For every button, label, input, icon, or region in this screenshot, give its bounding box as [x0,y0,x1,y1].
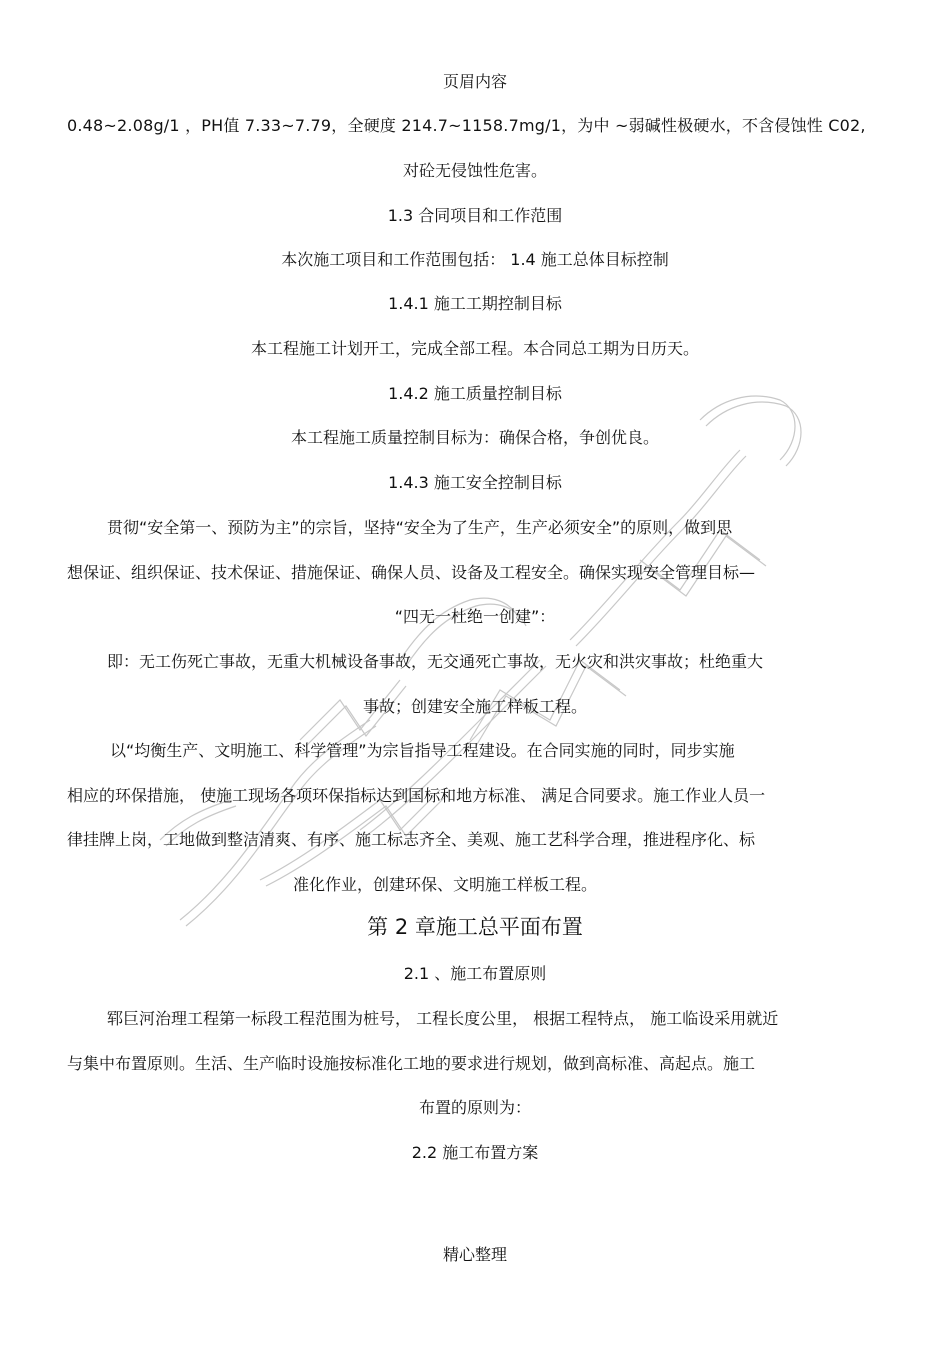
paragraph-line: 相应的环保措施， 使施工现场各项环保指标达到国标和地方标准、 满足合同要求。施工作业人员一 [67,786,766,805]
paragraph-line: 想保证、组织保证、技术保证、措施保证、确保人员、设备及工程安全。确保实现安全管理目标— [67,563,756,582]
paragraph-line: 本次施工项目和工作范围包括： 1.4 施工总体目标控制 [281,250,669,269]
paragraph-line: 贯彻“安全第一、预防为主”的宗旨，坚持“安全为了生产，生产必须安全”的原则，做到思 [107,518,733,537]
paragraph-line: 事故；创建安全施工样板工程。 [362,697,587,716]
page-footer: 精心整理 [442,1245,507,1264]
section-heading-1-4-1: 1.4.1 施工工期控制目标 [388,294,562,313]
paragraph-line: 即：无工伤死亡事故，无重大机械设备事故，无交通死亡事故，无火灾和洪灾事故；杜绝重大 [107,652,764,671]
section-heading-1-4-2: 1.4.2 施工质量控制目标 [388,384,562,403]
section-heading-2-2: 2.2 施工布置方案 [411,1143,539,1162]
section-heading-1-3: 1.3 合同项目和工作范围 [387,206,563,225]
paragraph-line: 0.48~2.08g/1 ，PH值 7.33~7.79，全硬度 214.7~1158.7mg/1，为中 ~弱碱性极硬水，不含侵蚀性 C02, [67,116,866,135]
section-heading-2-1: 2.1 、施工布置原则 [403,964,547,983]
paragraph-line: 本工程施工计划开工，完成全部工程。本合同总工期为日历天。 [250,339,699,358]
paragraph-line: 对砼无侵蚀性危害。 [402,161,547,180]
paragraph-line: 以“均衡生产、文明施工、科学管理”为宗旨指导工程建设。在合同实施的同时，同步实施 [110,741,735,760]
chapter-title: 第 2 章施工总平面布置 [367,915,583,939]
paragraph-line: 律挂牌上岗，工地做到整洁清爽、有序、施工标志齐全、美观、施工艺科学合理，推进程序化、标 [67,830,756,849]
paragraph-line: “四无一杜绝一创建”： [394,607,556,626]
paragraph-line: 本工程施工质量控制目标为：确保合格，争创优良。 [290,428,659,447]
paragraph-line: 准化作业，创建环保、文明施工样板工程。 [293,875,598,894]
paragraph-line: 布置的原则为： [418,1098,531,1117]
paragraph-line: 与集中布置原则。生活、生产临时设施按标准化工地的要求进行规划，做到高标准、高起点。施工 [67,1054,756,1073]
section-heading-1-4-3: 1.4.3 施工安全控制目标 [388,473,562,492]
page-header: 页眉内容 [442,72,507,91]
paragraph-line: 郓巨河治理工程第一标段工程范围为桩号， 工程长度公里， 根据工程特点， 施工临设采用就近 [107,1009,779,1028]
